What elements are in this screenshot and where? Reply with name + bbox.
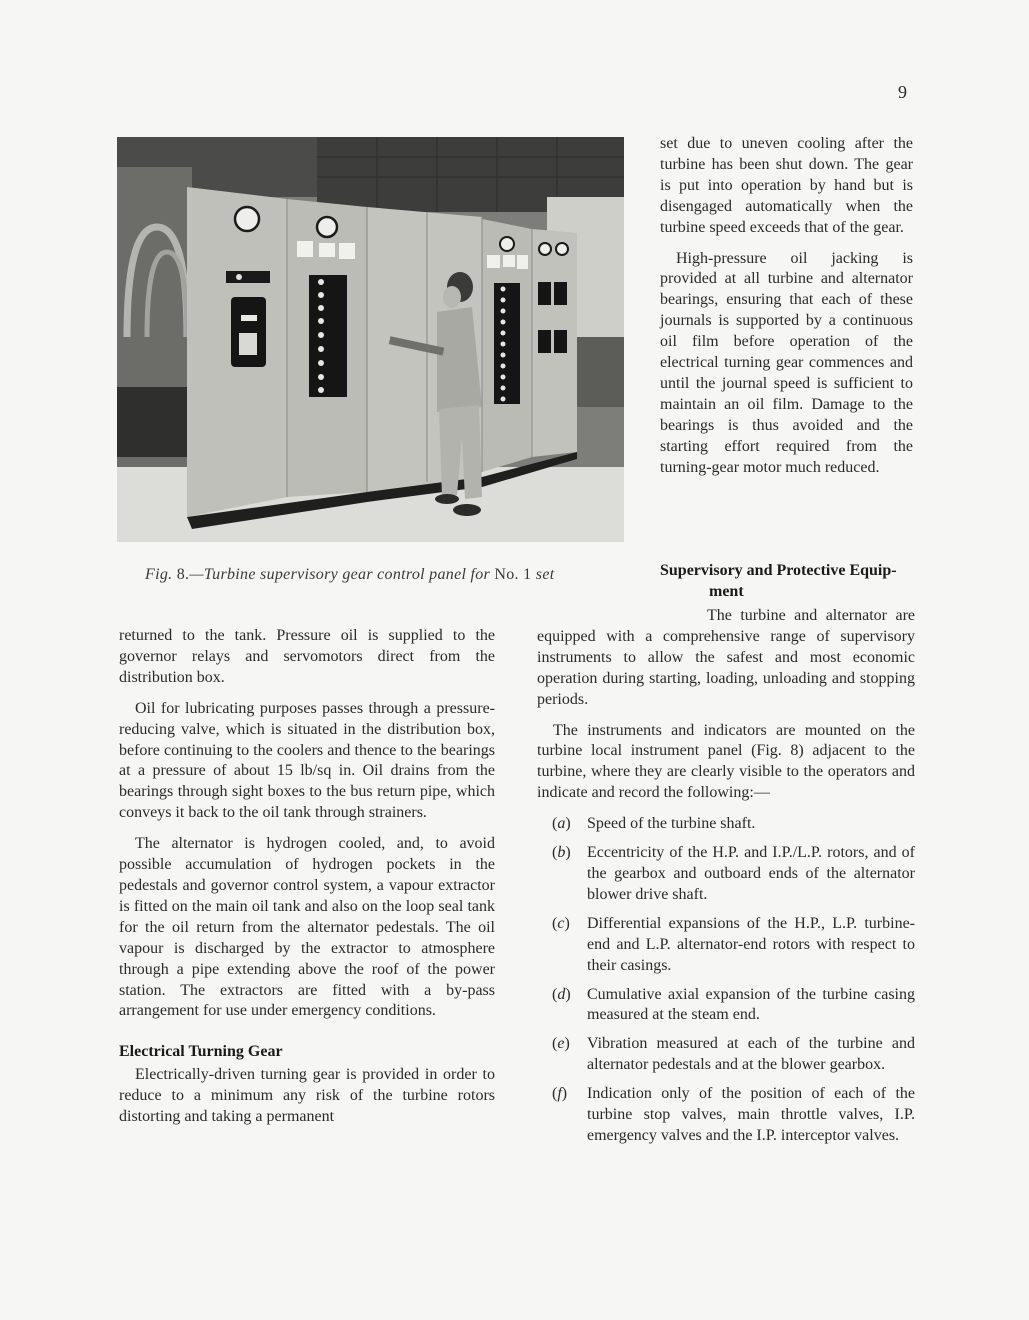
heading-line-1: Supervisory and Protective Equip- (660, 562, 897, 579)
gauge-icon (235, 207, 259, 231)
figure-caption (145, 566, 554, 584)
caption-text: —Turbine supervisory gear control panel for (189, 566, 495, 583)
paragraph: The turbine and alternator are equipped with a comprehensive range of supervisory instruments to allow the safest and most economic operation during starting, loading, unloading and stopping periods. (537, 607, 915, 708)
paragraph: set due to uneven cooling after the turbine has been shut down. The gear is put into operation by hand but is disengaged automatically when the turbine speed exceeds that of the gear. (660, 135, 913, 236)
section-heading-turning-gear: Electrical Turning Gear (119, 1043, 283, 1061)
instrument-list (537, 814, 915, 1147)
control-panel-photo (117, 137, 624, 542)
list-item (537, 985, 915, 1027)
list-marker: (c) (552, 914, 570, 932)
page-number: 9 (898, 82, 907, 102)
list-item (537, 1034, 915, 1076)
list-item (537, 843, 915, 906)
caption-set: set (535, 566, 555, 583)
caption-num: 1 (523, 566, 532, 583)
paragraph: The instruments and indicators are mounted on the turbine local instrument panel (Fig. 8) adjacent to the turbine, where they are clearly visible to the operators and indicate and record the following:— (537, 721, 915, 802)
list-marker: (e) (552, 1035, 570, 1053)
list-item-text: Vibration measured at each of the turbine and alternator pedestals and at the blower gearbox. (587, 1035, 915, 1074)
gauge-icon (500, 237, 514, 251)
list-item (537, 814, 915, 835)
gauge-icon (556, 243, 568, 255)
right-column-bottom (537, 606, 915, 1155)
gauge-icon (539, 243, 551, 255)
paragraph: Oil for lubricating purposes passes through a pressure-reducing valve, which is situated in the distribution box, before continuing to the coolers and thence to the bearings at a pressure of about 15 lb/sq in. Oil drains from the bearings through sight boxes to the bus return pipe, which conveys it back to the oil tank through strainers. (119, 699, 495, 822)
list-marker: (b) (552, 844, 571, 862)
list-item-text: Indication only of the position of each of the turbine stop valves, main throttle valves, I.P. emergency valves and the I.P. interceptor valves. (587, 1085, 915, 1144)
list-item-text: Speed of the turbine shaft. (587, 815, 756, 833)
indicator-column (494, 283, 520, 404)
list-marker: (f) (552, 1085, 568, 1103)
indicator-column (309, 275, 347, 397)
list-item (537, 914, 915, 977)
list-item (537, 1084, 915, 1147)
list-item-text: Eccentricity of the H.P. and I.P./L.P. rotors, and of the gearbox and outboard ends of the alternator blower drive shaft. (587, 844, 915, 903)
paragraph: returned to the tank. Pressure oil is supplied to the governor relays and servomotors direct from the distribution box. (119, 627, 495, 686)
list-marker: (a) (552, 815, 571, 833)
section-heading-supervisory (660, 560, 918, 602)
right-column-top (660, 134, 913, 489)
figure-photo (117, 137, 624, 542)
recorder-icon (231, 297, 266, 367)
caption-prefix: Fig. (145, 566, 173, 583)
list-item-text: Differential expansions of the H.P., L.P. turbine-end and L.P. alternator-end rotors with respect to their casings. (587, 914, 915, 974)
list-item-text: Cumulative axial expansion of the turbine casing measured at the steam end. (587, 985, 915, 1024)
heading-line-2: ment (709, 583, 744, 600)
paragraph: Electrically-driven turning gear is provided in order to reduce to a minimum any risk of the turbine rotors distorting and taking a permanent (119, 1066, 495, 1126)
gauge-icon (317, 217, 337, 237)
paragraph: High-pressure oil jacking is provided at all turbine and alternator bearings, ensuring that each of these journals is supported by a continuous oil film before operation of the electrical turning gear commences and until the journal speed is sufficient to maintain an oil film. Damage to the bearings is thus avoided and the starting effort required from the turning-gear motor much reduced. (660, 249, 913, 476)
caption-number: 8. (176, 566, 190, 583)
left-column (119, 626, 495, 1138)
paragraph: The alternator is hydrogen cooled, and, to avoid possible accumulation of hydrogen pockets in the pedestals and governor control system, a vapour extractor is fitted on the main oil tank and also on the loop seal tank for the oil return from the alternator pedestals. The oil vapour is discharged by the extractor to atmosphere through a pipe extending above the roof of the power station. The extractors are fitted with a by-pass arrangement for use under emergency conditions. (119, 835, 495, 1020)
list-marker: (d) (552, 985, 571, 1003)
caption-no: No. (494, 566, 519, 583)
